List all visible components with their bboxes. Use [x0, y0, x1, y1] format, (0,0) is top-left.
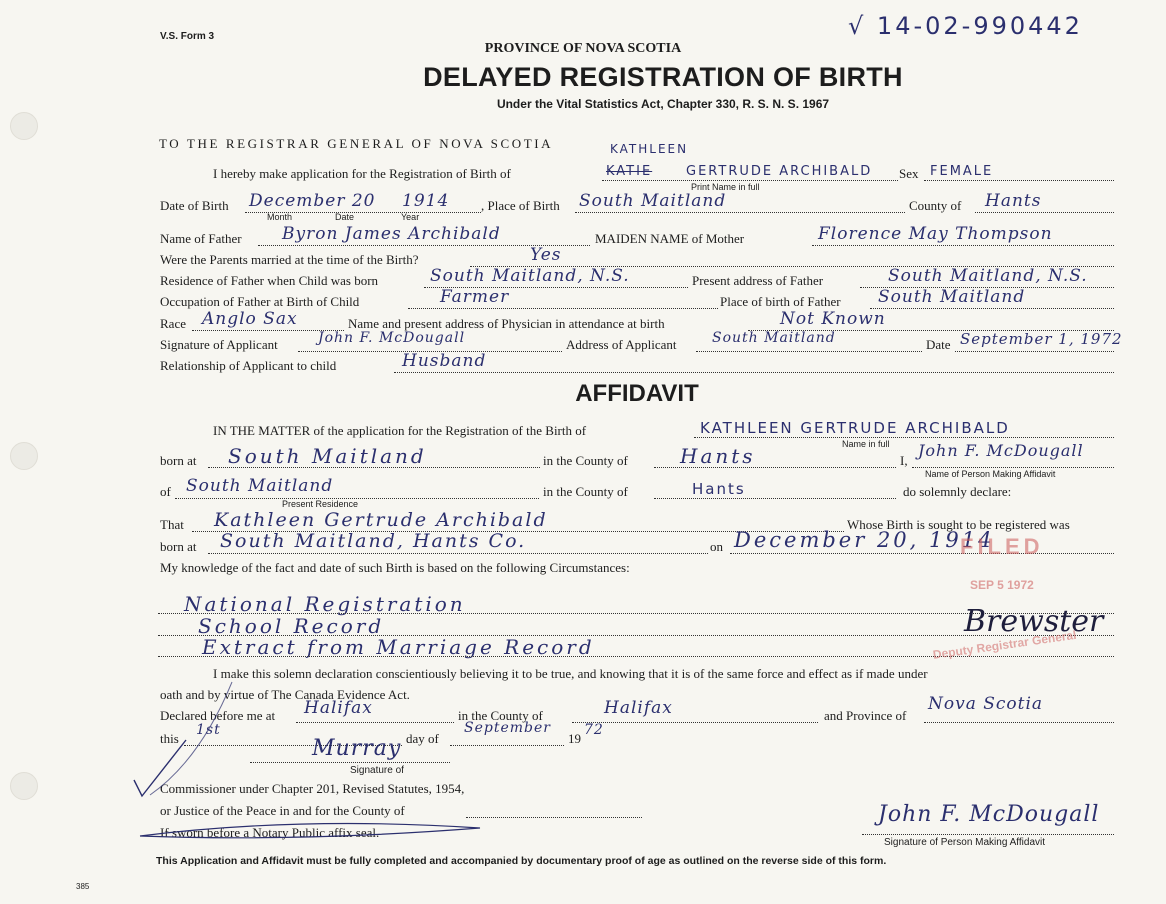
born-at2-value: South Maitland, Hants Co.: [220, 530, 527, 552]
race-value: Anglo Sax: [202, 309, 298, 329]
matter-label: IN THE MATTER of the application for the Registration of the Birth of: [213, 423, 587, 438]
county3-label: in the County of: [458, 708, 543, 723]
declared-label: Declared before me at: [160, 708, 276, 723]
filed-stamp: FILED: [960, 534, 1044, 559]
child-name-value: GERTRUDE ARCHIBALD: [686, 164, 873, 179]
name-struck: KATIE: [606, 164, 653, 179]
dob-year-value: 1914: [402, 191, 450, 211]
of-label: of: [160, 484, 171, 499]
i-label: I,: [900, 453, 908, 468]
county3-value: Halifax: [604, 698, 673, 718]
notary-label: If sworn before a Notary Public affix seal.: [160, 825, 380, 840]
declare-label: do solemnly declare:: [903, 484, 1012, 499]
affiant-signature-caption: Signature of Person Making Affidavit: [884, 837, 1046, 848]
form-title: DELAYED REGISTRATION OF BIRTH: [423, 62, 903, 92]
sex-value: FEMALE: [930, 164, 994, 179]
present-address-label: Present address of Father: [692, 273, 824, 288]
this-label: this: [160, 731, 179, 746]
affiant-caption: Name of Person Making Affidavit: [925, 469, 1056, 479]
date-label: Date: [926, 337, 951, 352]
affidavit-heading: AFFIDAVIT: [575, 380, 699, 407]
county2-value: Hants: [692, 480, 746, 498]
evidence-1: National Registration: [184, 592, 466, 616]
county-label: County of: [909, 198, 962, 213]
applicant-address-label: Address of Applicant: [566, 337, 677, 352]
sex-label: Sex: [899, 166, 919, 181]
father-birthplace-value: South Maitland: [878, 287, 1026, 307]
name-full-caption: Name in full: [842, 439, 890, 449]
whose-label: Whose Birth is sought to be registered was: [847, 517, 1070, 532]
that-value: Kathleen Gertrude Archibald: [214, 509, 548, 531]
mother-name-value: Florence May Thompson: [818, 224, 1053, 244]
married-value: Yes: [530, 245, 562, 265]
mother-name-label: MAIDEN NAME of Mother: [595, 231, 745, 246]
applicant-signature-value: John F. McDougall: [318, 330, 466, 346]
father-birthplace-label: Place of birth of Father: [720, 294, 841, 309]
signature-of-caption: Signature of: [350, 765, 404, 776]
addressee: TO THE REGISTRAR GENERAL OF NOVA SCOTIA: [159, 136, 554, 151]
married-label: Were the Parents married at the time of the Birth?: [160, 252, 419, 267]
declaration-line-1: I make this solemn declaration conscientiously believing it to be true, and knowing that it is of the same force and effect as if made under: [213, 666, 928, 681]
declared-value: Halifax: [304, 698, 373, 718]
form-code: 385: [76, 882, 90, 891]
pob-value: South Maitland: [579, 191, 727, 211]
dob-label: Date of Birth: [160, 198, 229, 213]
evidence-2: School Record: [198, 614, 385, 638]
day-of-label: day of: [406, 731, 439, 746]
year-value: 72: [584, 722, 604, 738]
county1-value: Hants: [680, 444, 756, 468]
stamp-role: Deputy Registrar General: [932, 627, 1078, 662]
form-subtitle: Under the Vital Statistics Act, Chapter 330, R. S. N. S. 1967: [496, 97, 830, 111]
apply-label: I hereby make application for the Registration of Birth of: [213, 166, 511, 181]
physician-value: Not Known: [780, 309, 886, 329]
month-caption: Month: [267, 212, 293, 222]
day-value: 1st: [196, 722, 221, 738]
date-value: September 1, 1972: [960, 330, 1123, 348]
year-caption: Year: [401, 212, 420, 222]
on-value: December 20, 1914: [734, 528, 995, 552]
affidavit-child-name: KATHLEEN GERTRUDE ARCHIBALD: [700, 419, 1010, 437]
county1-label: in the County of: [543, 453, 628, 468]
county2-label: in the County of: [543, 484, 628, 499]
relationship-value: Husband: [402, 351, 487, 371]
form-number: V.S. Form 3: [160, 31, 215, 42]
father-residence-label: Residence of Father when Child was born: [160, 273, 379, 288]
province-value: Nova Scotia: [928, 694, 1044, 714]
born-at-label: born at: [160, 453, 197, 468]
present-address-value: South Maitland, N.S.: [888, 266, 1088, 286]
relationship-label: Relationship of Applicant to child: [160, 358, 337, 373]
pob-label: , Place of Birth: [481, 198, 560, 213]
born-at-value: South Maitland: [228, 444, 427, 468]
dob-month-value: December 20: [249, 191, 376, 211]
residence-caption: Present Residence: [282, 499, 359, 509]
occupation-label: Occupation of Father at Birth of Child: [160, 294, 360, 309]
stamp-date: SEP 5 1972: [970, 578, 1034, 592]
commissioner-signature: Murray: [312, 736, 402, 761]
print-name-caption: Print Name in full: [691, 182, 760, 192]
father-residence-value: South Maitland, N.S.: [430, 266, 630, 286]
that-label: That: [160, 517, 184, 532]
name-correction: KATHLEEN: [610, 142, 689, 156]
applicant-address-value: South Maitland: [712, 330, 836, 346]
father-name-value: Byron James Archibald: [282, 224, 501, 244]
applicant-signature-label: Signature of Applicant: [160, 337, 278, 352]
evidence-3: Extract from Marriage Record: [202, 635, 595, 659]
affiant-name: John F. McDougall: [918, 441, 1084, 460]
of-value: South Maitland: [186, 476, 334, 496]
province-heading: PROVINCE OF NOVA SCOTIA: [484, 41, 682, 56]
justice-label: or Justice of the Peace in and for the County of: [160, 803, 405, 818]
province-label: and Province of: [824, 708, 907, 723]
commissioner-label: Commissioner under Chapter 201, Revised Statutes, 1954,: [160, 781, 465, 796]
affiant-signature: John F. McDougall: [878, 802, 1100, 827]
registration-number: √ 14-02-990442: [848, 12, 1083, 40]
physician-label: Name and present address of Physician in attendance at birth: [348, 316, 665, 331]
occupation-value: Farmer: [440, 287, 510, 307]
race-label: Race: [160, 316, 186, 331]
born-at2-label: born at: [160, 539, 197, 554]
footer-note: This Application and Affidavit must be fully completed and accompanied by documentary proof of age as outlined on the reverse side of this form.: [156, 855, 887, 867]
date-caption: Date: [335, 212, 355, 222]
month-value: September: [464, 720, 551, 736]
father-name-label: Name of Father: [160, 231, 242, 246]
declaration-line-2: oath and by virtue of The Canada Evidence Act.: [160, 687, 410, 702]
on-label: on: [710, 539, 723, 554]
year-label: 19: [568, 731, 581, 746]
county-value: Hants: [985, 191, 1042, 211]
knowledge-label: My knowledge of the fact and date of such Birth is based on the following Circumstances:: [160, 560, 630, 575]
registrar-signature: Brewster: [964, 604, 1104, 639]
